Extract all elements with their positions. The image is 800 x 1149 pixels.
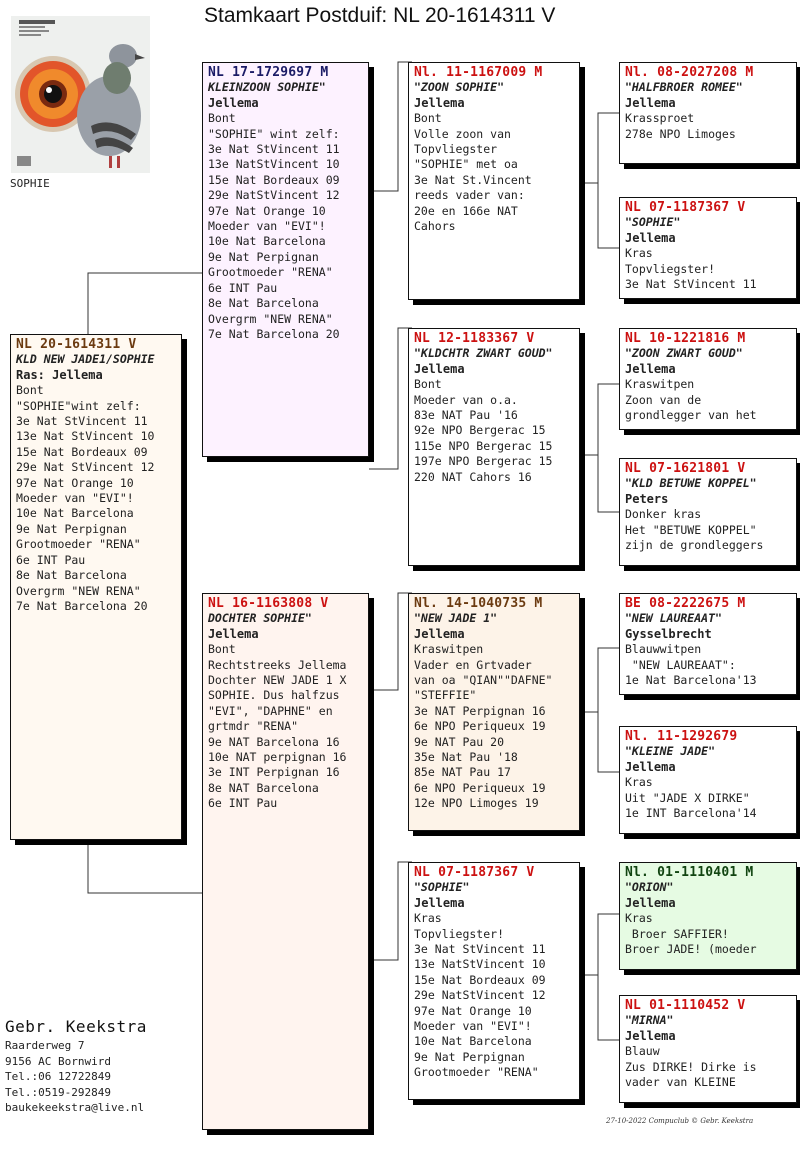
info-line: Topvliegster! bbox=[625, 261, 716, 276]
info-line: Het "BETUWE KOPPEL" bbox=[625, 522, 757, 537]
info-line: Bont bbox=[414, 377, 442, 392]
info-line: 20e en 166e NAT bbox=[414, 203, 518, 218]
pigeon-name: DOCHTER SOPHIE" bbox=[208, 611, 312, 626]
pedigree-card-ff[interactable] bbox=[408, 62, 580, 300]
info-line: 1e INT Barcelona'14 bbox=[625, 806, 757, 821]
info-line: 15e Nat Bordeaux 09 bbox=[16, 444, 148, 459]
info-line: 3e Nat St.Vincent bbox=[414, 172, 532, 187]
ring-number: NL 01-1110452 V bbox=[625, 998, 746, 1013]
info-line: 3e Nat StVincent 11 bbox=[414, 942, 546, 957]
info-line: 9e NAT Pau 20 bbox=[414, 734, 505, 749]
info-line: 6e NPO Periqueux 19 bbox=[414, 719, 546, 734]
footer-credit: 27-10-2022 Compuclub © Gebr. Keekstra bbox=[606, 1117, 754, 1125]
pedigree-card-fm[interactable] bbox=[408, 328, 580, 566]
page-title: Stamkaart Postduif: NL 20-1614311 V bbox=[204, 4, 556, 27]
info-line: Kraswitpen bbox=[414, 642, 484, 657]
info-line: 92e NPO Bergerac 15 bbox=[414, 423, 546, 438]
info-line: 97e Nat Orange 10 bbox=[16, 475, 134, 490]
pigeon-name: "ZOON ZWART GOUD" bbox=[625, 346, 743, 361]
breeder-name: Jellema bbox=[414, 95, 465, 110]
info-line: 6e INT Pau bbox=[208, 280, 278, 295]
pigeon-name: "HALFBROER ROMEE" bbox=[625, 80, 743, 95]
info-line: zijn de grondleggers bbox=[625, 538, 764, 553]
info-line: 7e Nat Barcelona 20 bbox=[208, 326, 340, 341]
owner-address-line: Raarderweg 7 bbox=[5, 1039, 85, 1052]
info-line: 10e NAT perpignan 16 bbox=[208, 750, 347, 765]
ring-number: BE 08-2222675 M bbox=[625, 596, 746, 611]
info-line: 9e Nat Perpignan bbox=[16, 521, 127, 536]
breeder-name: Jellema bbox=[625, 230, 676, 245]
info-line: Rechtstreeks Jellema bbox=[208, 657, 347, 672]
breeder-name: Peters bbox=[625, 491, 669, 506]
info-line: Zus DIRKE! Dirke is bbox=[625, 1059, 757, 1074]
info-line: Moeder van "EVI"! bbox=[16, 491, 134, 506]
breeder-name: Ras: Jellema bbox=[16, 367, 103, 382]
info-line: 220 NAT Cahors 16 bbox=[414, 469, 532, 484]
info-line: Kraswitpen bbox=[625, 377, 695, 392]
breeder-name: Jellema bbox=[414, 626, 465, 641]
info-line: Bont bbox=[208, 642, 236, 657]
ring-number: NL 12-1183367 V bbox=[414, 331, 535, 346]
info-line: "SOPHIE" wint zelf: bbox=[208, 126, 340, 141]
pigeon-name: "KLEINE JADE" bbox=[625, 744, 716, 759]
ring-number: NL 20-1614311 V bbox=[16, 337, 137, 352]
info-line: Volle zoon van bbox=[414, 126, 511, 141]
info-line: 7e Nat Barcelona 20 bbox=[16, 598, 148, 613]
breeder-name: Jellema bbox=[625, 1028, 676, 1043]
ring-number: Nl. 14-1040735 M bbox=[414, 596, 543, 611]
info-line: Kras bbox=[625, 911, 653, 926]
info-line: 6e INT Pau bbox=[208, 796, 278, 811]
info-line: Broer SAFFIER! bbox=[625, 926, 729, 941]
info-line: "SOPHIE"wint zelf: bbox=[16, 398, 141, 413]
pigeon-name: "KLDCHTR ZWART GOUD" bbox=[414, 346, 553, 361]
info-line: 13e NatStVincent 10 bbox=[208, 157, 340, 172]
info-line: 6e INT Pau bbox=[16, 552, 86, 567]
info-line: 115e NPO Bergerac 15 bbox=[414, 438, 553, 453]
ring-number: NL 07-1187367 V bbox=[414, 865, 535, 880]
info-line: Zoon van de bbox=[625, 392, 702, 407]
ring-number: NL 07-1187367 V bbox=[625, 200, 746, 215]
info-line: 3e NAT Perpignan 16 bbox=[414, 703, 546, 718]
info-line: 15e Nat Bordeaux 09 bbox=[414, 972, 546, 987]
info-line: 12e NPO Limoges 19 bbox=[414, 796, 539, 811]
info-line: SOPHIE. Dus halfzus bbox=[208, 688, 340, 703]
info-line: Vader en Grtvader bbox=[414, 657, 532, 672]
info-line: 8e Nat Barcelona bbox=[208, 296, 319, 311]
pedigree-card-fmf[interactable] bbox=[619, 328, 797, 430]
info-line: Grootmoeder "RENA" bbox=[414, 1065, 539, 1080]
info-line: Cahors bbox=[414, 219, 456, 234]
pedigree-card-main[interactable] bbox=[10, 334, 182, 840]
info-line: Topvliegster bbox=[414, 142, 498, 157]
owner-phone-line: Tel.:06 12722849 bbox=[5, 1070, 111, 1084]
info-line: Topvliegster! bbox=[414, 926, 505, 941]
owner-name: Gebr. Keekstra bbox=[5, 1017, 147, 1036]
breeder-name: Gysselbrecht bbox=[625, 626, 712, 641]
pigeon-name: "NEW JADE 1" bbox=[414, 611, 498, 626]
pigeon-name: "NEW LAUREAAT" bbox=[625, 611, 722, 626]
info-line: Moeder van o.a. bbox=[414, 392, 518, 407]
owner-info bbox=[5, 1016, 147, 1116]
breeder-name: Jellema bbox=[625, 95, 676, 110]
info-line: 85e NAT Pau 17 bbox=[414, 765, 511, 780]
ring-number: NL 10-1221816 M bbox=[625, 331, 746, 346]
info-line: 3e Nat StVincent 11 bbox=[16, 414, 148, 429]
info-line: Moeder van "EVI"! bbox=[414, 1019, 532, 1034]
info-line: "STEFFIE" bbox=[414, 688, 477, 703]
info-line: Bont bbox=[16, 383, 44, 398]
pedigree-card-mf[interactable] bbox=[408, 593, 580, 831]
pedigree-card-mmf[interactable] bbox=[619, 862, 797, 970]
info-line: van oa "QIAN""DAFNE" bbox=[414, 673, 553, 688]
info-line: vader van KLEINE bbox=[625, 1075, 736, 1090]
breeder-name: Jellema bbox=[208, 626, 259, 641]
info-line: 97e Nat Orange 10 bbox=[414, 1003, 532, 1018]
info-line: 3e Nat StVincent 11 bbox=[208, 142, 340, 157]
info-line: Bont bbox=[208, 111, 236, 126]
pigeon-name: KLEINZOON SOPHIE" bbox=[208, 80, 326, 95]
photo-caption: SOPHIE bbox=[10, 177, 50, 190]
info-line: 97e Nat Orange 10 bbox=[208, 203, 326, 218]
pedigree-card-mother[interactable] bbox=[202, 593, 369, 1130]
pedigree-card-father[interactable] bbox=[202, 62, 369, 457]
breeder-name: Jellema bbox=[414, 895, 465, 910]
info-line: Blauw bbox=[625, 1044, 660, 1059]
ring-number: Nl. 08-2027208 M bbox=[625, 65, 754, 80]
info-line: Uit "JADE X DIRKE" bbox=[625, 790, 750, 805]
info-line: Dochter NEW JADE 1 X bbox=[208, 673, 347, 688]
info-line: 10e Nat Barcelona bbox=[414, 1034, 532, 1049]
ring-number: Nl. 01-1110401 M bbox=[625, 865, 754, 880]
info-line: "SOPHIE" met oa bbox=[414, 157, 518, 172]
info-line: 197e NPO Bergerac 15 bbox=[414, 454, 553, 469]
info-line: 15e Nat Bordeaux 09 bbox=[208, 172, 340, 187]
info-line: 29e Nat StVincent 12 bbox=[16, 460, 155, 475]
info-line: 29e NatStVincent 12 bbox=[208, 188, 340, 203]
info-line: 3e INT Perpignan 16 bbox=[208, 765, 340, 780]
ring-number: NL 17-1729697 M bbox=[208, 65, 329, 80]
pigeon-name: "ORION" bbox=[625, 880, 674, 895]
info-line: Kras bbox=[625, 775, 653, 790]
info-line: 9e Nat Perpignan bbox=[414, 1049, 525, 1064]
info-line: 278e NPO Limoges bbox=[625, 126, 736, 141]
info-line: 13e NatStVincent 10 bbox=[414, 957, 546, 972]
info-line: Krassproet bbox=[625, 111, 695, 126]
pigeon-name: "KLD BETUWE KOPPEL" bbox=[625, 476, 757, 491]
info-line: 3e Nat StVincent 11 bbox=[625, 277, 757, 292]
info-line: Bont bbox=[414, 111, 442, 126]
info-line: Overgrm "NEW RENA" bbox=[16, 583, 141, 598]
breeder-name: Jellema bbox=[625, 759, 676, 774]
breeder-name: Jellema bbox=[625, 361, 676, 376]
owner-email[interactable]: baukekeekstra@live.nl bbox=[5, 1101, 145, 1115]
pedigree-card-fff[interactable] bbox=[619, 62, 797, 164]
breeder-name: Jellema bbox=[208, 95, 259, 110]
info-line: 83e NAT Pau '16 bbox=[414, 408, 518, 423]
info-line: 9e Nat Perpignan bbox=[208, 249, 319, 264]
ring-number: Nl. 11-1292679 bbox=[625, 729, 738, 744]
info-line: grtmdr "RENA" bbox=[208, 719, 299, 734]
pigeon-name: "SOPHIE" bbox=[625, 215, 681, 230]
pigeon-name: "MIRNA" bbox=[625, 1013, 674, 1028]
pedigree-card-mfm[interactable] bbox=[619, 726, 797, 834]
info-line: Kras bbox=[414, 911, 442, 926]
info-line: Grootmoeder "RENA" bbox=[208, 265, 333, 280]
breeder-name: Jellema bbox=[625, 895, 676, 910]
info-line: 9e NAT Barcelona 16 bbox=[208, 734, 340, 749]
owner-phone-line-2: Tel.:0519-292849 bbox=[5, 1085, 111, 1099]
info-line: Overgrm "NEW RENA" bbox=[208, 311, 333, 326]
pigeon-name: "ZOON SOPHIE" bbox=[414, 80, 505, 95]
pigeon-name: KLD NEW JADE1/SOPHIE bbox=[16, 352, 155, 367]
info-line: Donker kras bbox=[625, 507, 702, 522]
info-line: 10e Nat Barcelona bbox=[16, 506, 134, 521]
pedigree-card-mmm[interactable] bbox=[619, 995, 797, 1103]
info-line: "NEW LAUREAAT": bbox=[625, 657, 736, 672]
info-line: grondlegger van het bbox=[625, 408, 757, 423]
pedigree-card-fmm[interactable] bbox=[619, 458, 797, 566]
info-line: "EVI", "DAPHNE" en bbox=[208, 703, 333, 718]
ring-number: NL 07-1621801 V bbox=[625, 461, 746, 476]
info-line: Moeder van "EVI"! bbox=[208, 219, 326, 234]
pedigree-card-ffm[interactable] bbox=[619, 197, 797, 299]
pedigree-card-mff[interactable] bbox=[619, 593, 797, 695]
info-line: 35e Nat Pau '18 bbox=[414, 750, 518, 765]
info-line: 8e Nat Barcelona bbox=[16, 568, 127, 583]
pigeon-name: "SOPHIE" bbox=[414, 880, 470, 895]
info-line: Broer JADE! (moeder bbox=[625, 942, 757, 957]
ring-number: Nl. 11-1167009 M bbox=[414, 65, 543, 80]
info-line: 6e NPO Periqueux 19 bbox=[414, 780, 546, 795]
info-line: 13e Nat StVincent 10 bbox=[16, 429, 155, 444]
info-line: Kras bbox=[625, 246, 653, 261]
info-line: 8e NAT Barcelona bbox=[208, 780, 319, 795]
info-line: 10e Nat Barcelona bbox=[208, 234, 326, 249]
ring-number: NL 16-1163808 V bbox=[208, 596, 329, 611]
info-line: 1e Nat Barcelona'13 bbox=[625, 673, 757, 688]
info-line: 29e NatStVincent 12 bbox=[414, 988, 546, 1003]
info-line: reeds vader van: bbox=[414, 188, 525, 203]
info-line: Blauwwitpen bbox=[625, 642, 702, 657]
breeder-name: Jellema bbox=[414, 361, 465, 376]
info-line: Grootmoeder "RENA" bbox=[16, 537, 141, 552]
pedigree-card-mm[interactable] bbox=[408, 862, 580, 1100]
owner-postcode-line: 9156 AC Bornwird bbox=[5, 1054, 111, 1068]
